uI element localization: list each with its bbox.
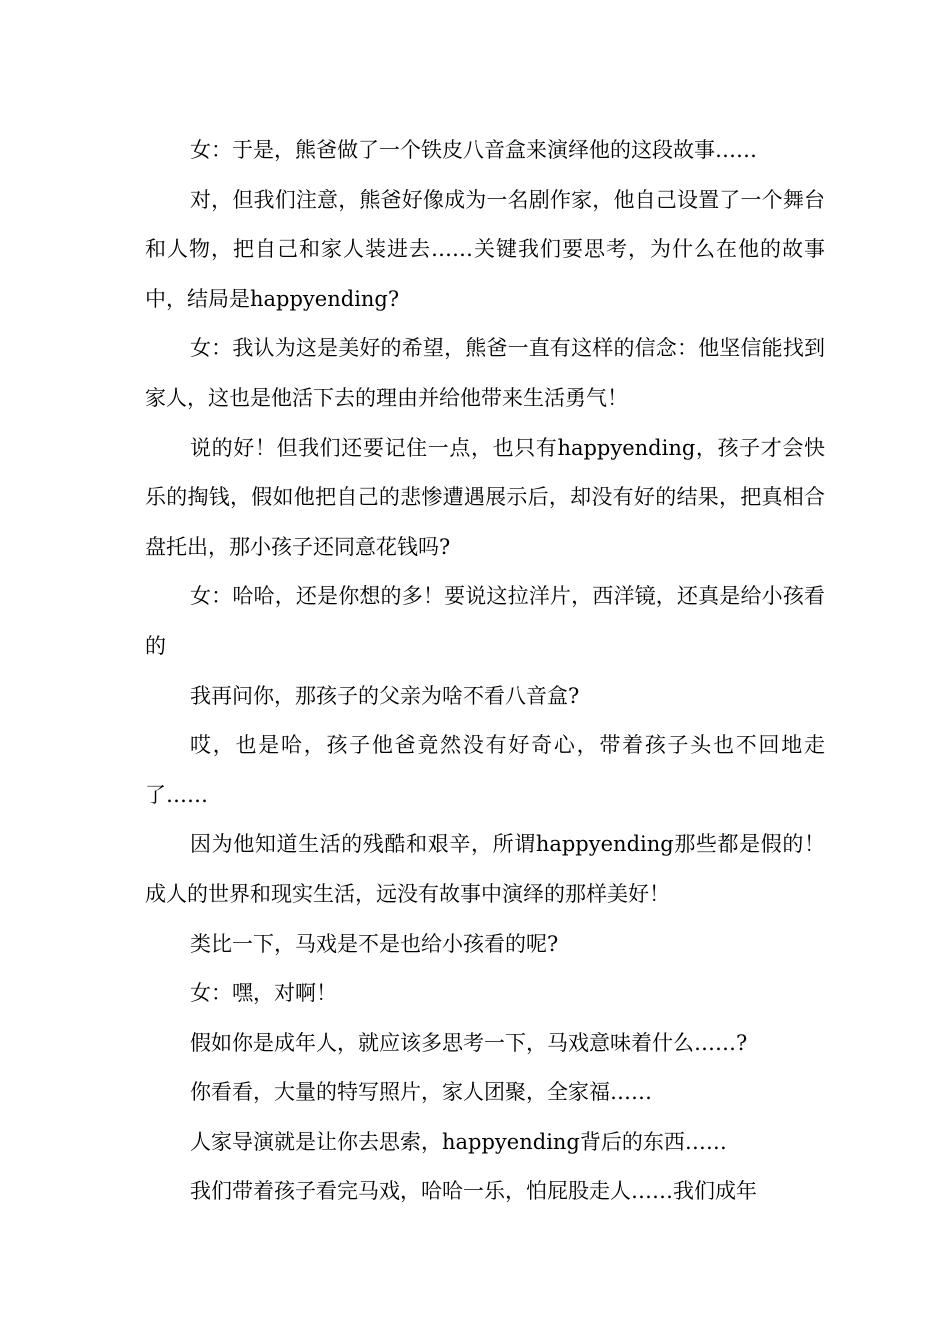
document-body — [145, 126, 825, 1217]
paragraph-4: 说的好！但我们还要记住一点，也只有happyending，孩子才会快乐的掏钱，假如他把自己的悲惨遭遇展示后，却没有好的结果，把真相合盘托出，那小孩子还同意花钱吗? — [145, 435, 825, 559]
paragraph-11: 假如你是成年人，就应该多思考一下，马戏意味着什么……? — [190, 1030, 748, 1055]
paragraph-10: 女：嘿，对啊！ — [190, 981, 337, 1006]
paragraph-9: 类比一下，马戏是不是也给小孩看的呢? — [190, 931, 559, 956]
paragraph-1: 女：于是，熊爸做了一个铁皮八音盒来演绎他的这段故事…… — [190, 138, 757, 162]
paragraph-7: 哎，也是哈，孩子他爸竟然没有好奇心，带着孩子头也不回地走了…… — [145, 733, 825, 807]
paragraph-8: 因为他知道生活的残酷和艰辛，所谓happyending那些都是假的！成人的世界和现实生活，远没有故事中演绎的那样美好！ — [145, 832, 825, 906]
paragraph-13: 人家导演就是让你去思索，happyending背后的东西…… — [190, 1129, 727, 1154]
paragraph-2: 对，但我们注意，熊爸好像成为一名剧作家，他自己设置了一个舞台和人物，把自己和家人装进去……关键我们要思考，为什么在他的故事中，结局是happyending? — [145, 187, 825, 311]
paragraph-12: 你看看，大量的特写照片，家人团聚，全家福…… — [190, 1080, 652, 1105]
paragraph-3: 女：我认为这是美好的希望，熊爸一直有这样的信念：他坚信能找到家人，这也是他活下去的理由并给他带来生活勇气！ — [145, 336, 825, 410]
paragraph-6: 我再问你，那孩子的父亲为啥不看八音盒? — [190, 683, 580, 708]
paragraph-14: 我们带着孩子看完马戏，哈哈一乐，怕屁股走人……我们成年 — [190, 1179, 757, 1204]
paragraph-5: 女：哈哈，还是你想的多！要说这拉洋片，西洋镜，还真是给小孩看的 — [145, 584, 825, 658]
